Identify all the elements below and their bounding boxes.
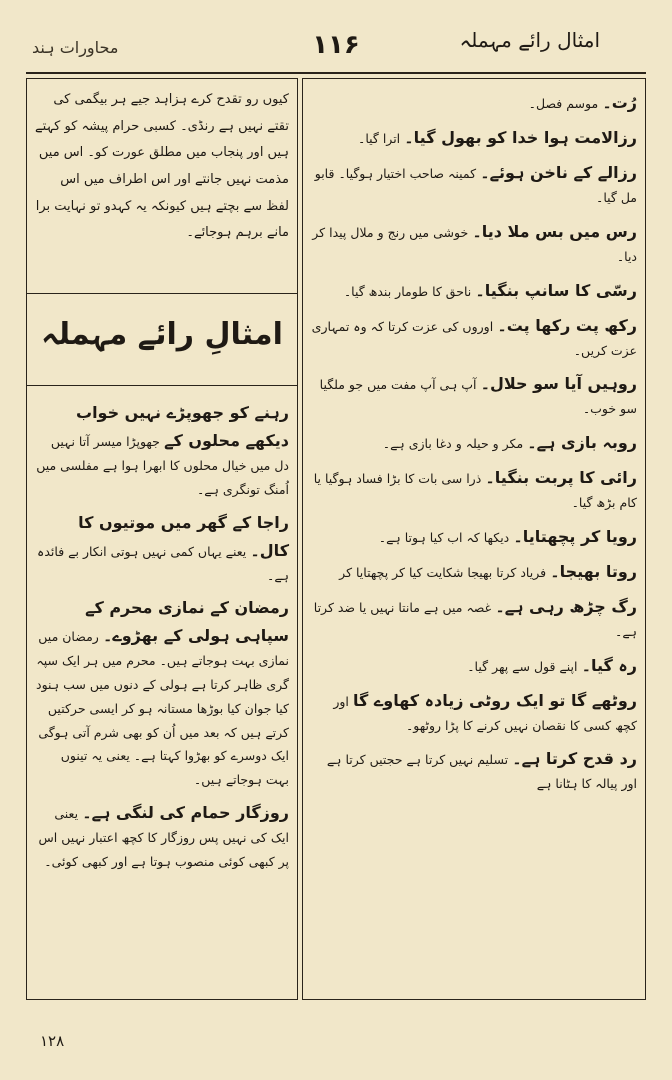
proverb-gloss: کمینہ صاحب اختیار ہوگیا۔ قابو مل گیا۔	[314, 166, 637, 205]
book-title: محاورات ہند	[32, 38, 119, 57]
proverb-gloss: اپنے قول سے پھر گیا۔	[467, 658, 578, 674]
proverb-gloss: ذرا سی بات کا بڑا فساد ہوگیا یا کام بڑھ گیا۔	[313, 471, 637, 510]
proverb-head: روتا بھیجا۔	[550, 561, 637, 581]
proverb-entry	[35, 594, 289, 793]
proverb-head: راجا کے گھر میں موتیوں کا کال۔	[78, 512, 289, 560]
proverb-gloss: فریاد کرتا بھیجا شکایت کیا کر پچھتایا کر	[339, 564, 547, 580]
proverb-entry	[35, 509, 289, 589]
proverb-entry	[311, 523, 637, 551]
proverb-head: رویا کر پچھتایا۔	[513, 526, 637, 546]
proverb-head: روزگار حمام کی لنگی ہے۔	[82, 802, 289, 822]
proverb-gloss: خوشی میں رنج و ملال پیدا کر دیا۔	[312, 224, 637, 264]
proverb-entry	[311, 89, 637, 117]
right-column	[302, 78, 646, 1000]
proverb-gloss: رمضان میں نمازی بہت ہوجاتے ہیں۔ محرم میں ہر ایک سپہ گری ظاہر کرتا ہے ہولی کے دنوں میں سب ہنود کیا جوان کیا بوڑھا مستانہ ہو کر ایسی حرکتیں کرتے ہیں کہ بعد میں اُن کو بھی شرم آتی ہوگی ایک دوسرے کو بھڑوا کہتا ہے۔ یعنی یہ تینوں بہت ہوجاتے ہیں۔	[36, 629, 289, 787]
proverb-head: رُت۔	[602, 93, 637, 112]
proverb-gloss: مکر و حیلہ و دغا بازی ہے۔	[382, 436, 524, 451]
proverb-head: رکھ پت رکھا پت۔	[497, 315, 637, 335]
proverb-gloss: جھوپڑا میسر آتا نہیں دل میں خیال محلوں کا ابھرا ہوا ہے مفلسی میں اُمنگ تونگری ہے۔	[36, 434, 289, 497]
section-divider-top	[27, 293, 297, 294]
proverb-entry	[311, 218, 637, 270]
proverb-head: رزالے کے ناخن ہوئے۔	[480, 163, 637, 182]
proverb-head: رگ چڑھ رہی ہے۔	[495, 596, 637, 616]
proverb-gloss: ناحق کا طومار بندھ گیا۔	[343, 283, 472, 299]
proverb-head: روٹھے گا تو ایک روٹی زیادہ کھاوے گا	[353, 690, 637, 710]
proverb-gloss: یعنی ایک کی نہیں پس روزگار کا کچھ اعتبار نہیں اس پر کبھی کوئی منصوب ہوتا ہے اور کبھی کوئی۔	[38, 805, 289, 869]
header-rule	[26, 72, 646, 74]
proverb-entry	[311, 277, 637, 305]
proverb-head: رس میں بس ملا دیا۔	[472, 221, 637, 241]
proverb-gloss: موسم فصل۔	[528, 96, 599, 111]
proverb-gloss: تسلیم نہیں کرتا ہے حجتیں کرتا ہے اور پیالہ کا ہٹانا ہے	[326, 752, 637, 792]
proverb-entry	[311, 124, 637, 152]
proverb-entry	[311, 370, 637, 422]
proverb-head: رمضان کے نمازی محرم کے سپاہی ہولی کے بھڑوے۔	[85, 598, 289, 646]
proverb-head: روبہ بازی ہے۔	[527, 433, 637, 452]
proverb-head: رہ گیا۔	[581, 655, 637, 675]
proverb-gloss: آپ ہی آپ مفت میں جو ملگیا سو خوب۔	[319, 377, 637, 417]
proverb-gloss: دیکھا کہ اب کیا ہوتا ہے۔	[378, 529, 510, 545]
page-number: ۱۱۶	[312, 30, 360, 60]
footer-page-number: ۱۲۸	[40, 1032, 65, 1050]
proverb-head: روہیں آیا سو حلال۔	[480, 374, 637, 394]
proverb-head: رائی کا پربت بنگیا۔	[485, 468, 637, 487]
left-column	[26, 78, 298, 1000]
proverb-gloss: اوروں کی عزت کرتا کہ وہ تمہاری عزت کریں۔	[311, 318, 637, 358]
section-title: امثالِ رائے مہملہ	[41, 317, 283, 352]
left-entries	[35, 399, 289, 993]
proverb-entry	[311, 652, 637, 680]
proverb-head: رد قدح کرتا ہے۔	[512, 749, 637, 769]
proverb-head: رہنے کو جھوپڑے نہیں خواب دیکھے محلوں کے	[75, 403, 289, 450]
proverb-gloss: اترا گیا۔	[358, 131, 401, 146]
proverb-head: رسّی کا سانپ بنگیا۔	[475, 280, 637, 300]
proverb-entry	[311, 687, 637, 739]
proverb-entry	[311, 593, 637, 645]
proverb-gloss: غصہ میں ہے مانتا نہیں یا ضد کرتا ہے۔	[313, 599, 637, 639]
proverb-head: رزالامت ہوا خدا کو بھول گیا۔	[404, 128, 637, 147]
proverb-gloss: یعنے یہاں کمی نہیں ہوتی انکار بے فائدہ ہے۔	[37, 543, 289, 583]
proverb-entry	[311, 464, 637, 516]
running-title: امثال رائے مہملہ	[459, 28, 600, 52]
proverb-entry	[311, 312, 637, 364]
proverb-entry	[311, 745, 637, 797]
section-divider-bottom	[27, 385, 297, 386]
proverb-entry	[311, 159, 637, 211]
left-top-text: کیوں رو تقدح کرے ہزاہد جیے ہر بیگمی کی تقتے نہیں ہے رنڈی۔ کسبی حرام پیشہ کو کہتے ہیں اور پنجاب میں مطلق عورت کو۔ اس میں مذمت نہیں جانتے اور اس اطراف میں اس لفظ سے بچتے ہیں کیونکہ یہ کہدو تو نہایت برا مانے برہم ہوجائے۔	[34, 92, 289, 241]
proverb-entry	[311, 558, 637, 586]
proverb-entry	[35, 799, 289, 875]
proverb-entry	[311, 429, 637, 457]
proverb-gloss: اور کچھ کسی کا نقصان نہیں کرنے کا پڑا روٹھو۔	[333, 693, 637, 733]
right-entries	[311, 89, 637, 993]
proverb-entry	[35, 399, 289, 503]
